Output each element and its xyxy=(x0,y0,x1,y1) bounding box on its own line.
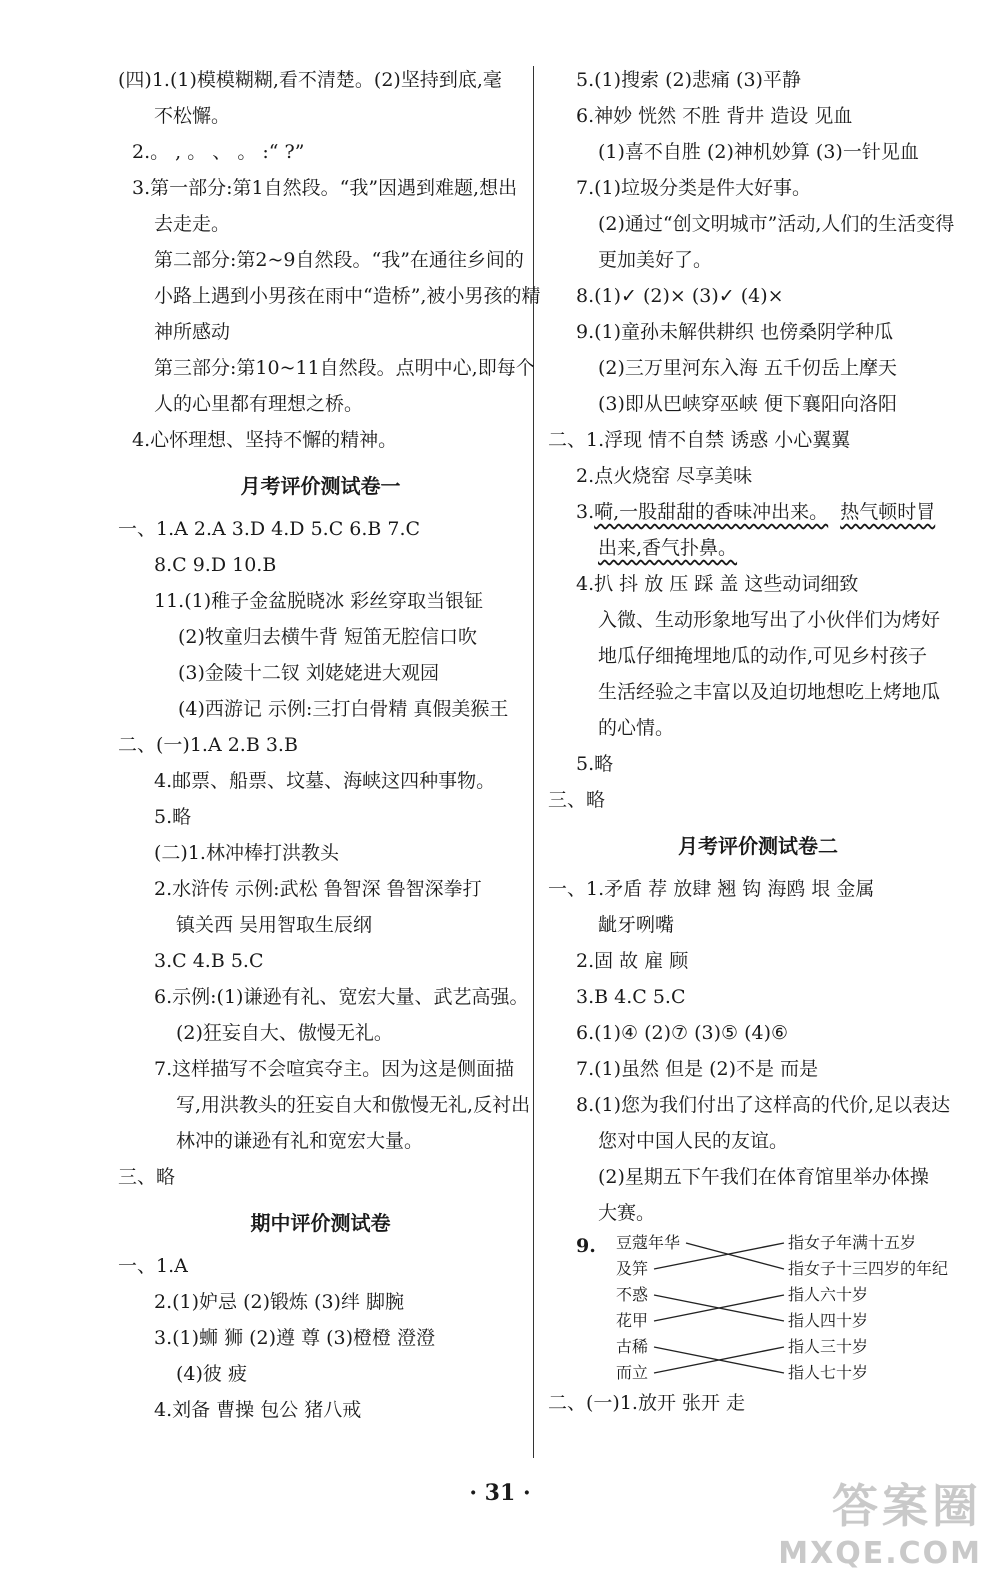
match-term: 豆蔻年华 xyxy=(616,1233,681,1252)
answer-line: 7.这样描写不会喧宾夺主。因为这是侧面描 xyxy=(154,1058,515,1080)
answer-line: 2.固 故 雇 顾 xyxy=(576,950,689,972)
answer-line: (2)通过“创文明城市”活动,人们的生活变得 xyxy=(598,213,955,235)
answer-line: 6.神妙 恍然 不胜 背井 造设 见血 xyxy=(576,105,853,127)
answer-line: 2.点火烧窑 尽享美味 xyxy=(576,465,753,487)
answer-line: (2)牧童归去横牛背 短笛无腔信口吹 xyxy=(178,626,477,648)
match-term: 而立 xyxy=(616,1363,649,1382)
answer-line: (2)狂妄自大、傲慢无礼。 xyxy=(176,1022,393,1044)
answer-line: 3.第一部分:第1自然段。“我”因遇到难题,想出 xyxy=(132,177,518,199)
answer-line: 7.(1)虽然 但是 (2)不是 而是 xyxy=(576,1058,819,1080)
answer-line: 4.邮票、船票、坟墓、海峡这四种事物。 xyxy=(154,770,496,792)
answer-line: 5.(1)搜索 (2)悲痛 (3)平静 xyxy=(576,69,801,91)
column-divider xyxy=(533,66,534,1458)
answer-line: 6.示例:(1)谦逊有礼、宽宏大量、武艺高强。 xyxy=(154,986,529,1008)
answer-line: 7.(1)垃圾分类是件大好事。 xyxy=(576,177,812,199)
answer-line: 三、略 xyxy=(118,1166,176,1188)
answer-line: 您对中国人民的友谊。 xyxy=(598,1130,789,1152)
question-number: 3. xyxy=(576,501,595,523)
answer-line: 4.扒 抖 放 压 踩 盖 这些动词细致 xyxy=(576,573,859,595)
answer-line: 3.B 4.C 5.C xyxy=(576,986,686,1008)
answer-line: 第三部分:第10~11自然段。点明中心,即每个 xyxy=(154,357,535,379)
answer-line: 二、1.浮现 情不自禁 诱惑 小心翼翼 xyxy=(548,429,851,451)
left-column xyxy=(118,62,541,1428)
match-term: 及笄 xyxy=(616,1259,649,1278)
match-definition: 指女子年满十五岁 xyxy=(788,1233,917,1252)
underlined-answer: 嗬,一股甜甜的香味冲出来。 xyxy=(594,501,829,523)
answer-line: 一、1.矛盾 荐 放肆 翘 钩 海鸥 垠 金属 xyxy=(548,878,875,900)
answer-line: 二、(一)1.放开 张开 走 xyxy=(548,1392,746,1414)
answer-line: 龇牙咧嘴 xyxy=(598,914,675,936)
answer-line: 2.。 , 。 、 。 :“ ?” xyxy=(132,141,305,163)
answer-line: 11.(1)稚子金盆脱晓冰 彩丝穿取当银钲 xyxy=(154,590,484,612)
answer-line: 一、1.A xyxy=(118,1255,188,1277)
answer-line: (1)喜不自胜 (2)神机妙算 (3)一针见血 xyxy=(598,141,919,163)
answer-line: 的心情。 xyxy=(598,717,675,739)
answer-line: 4.心怀理想、坚持不懈的精神。 xyxy=(132,429,398,451)
match-definition: 指女子十三四岁的年纪 xyxy=(788,1259,949,1278)
answer-line: (3)即从巴峡穿巫峡 便下襄阳向洛阳 xyxy=(598,393,897,415)
match-term: 花甲 xyxy=(616,1311,649,1330)
matching-diagram xyxy=(548,1233,968,1383)
watermark-url: MXQE.COM xyxy=(778,1536,982,1571)
answer-line: 生活经验之丰富以及迫切地想吃上烤地瓜 xyxy=(598,681,941,703)
answer-line: (4)西游记 示例:三打白骨精 真假美猴王 xyxy=(178,698,509,720)
answer-line: 去走走。 xyxy=(154,213,231,235)
answer-line: 神所感动 xyxy=(154,321,231,343)
answer-line: 8.(1)您为我们付出了这样高的代价,足以表达 xyxy=(576,1094,951,1116)
answer-line xyxy=(548,494,968,530)
watermark-logo xyxy=(778,1470,982,1571)
underlined-answer: 出来,香气扑鼻。 xyxy=(598,537,738,559)
section-title: 期中评价测试卷 xyxy=(250,1211,391,1235)
answer-line: 一、1.A 2.A 3.D 4.D 5.C 6.B 7.C xyxy=(118,518,421,540)
answer-line: 8.C 9.D 10.B xyxy=(154,554,277,576)
answer-line: 3.(1)蛳 狮 (2)遵 尊 (3)橙橙 澄澄 xyxy=(154,1327,436,1349)
answer-line: 5.略 xyxy=(576,753,614,775)
answer-line: (2)星期五下午我们在体育馆里举办体操 xyxy=(598,1166,929,1188)
section-title: 月考评价测试卷一 xyxy=(240,474,401,498)
answer-line xyxy=(548,530,968,566)
answer-line: (3)金陵十二钗 刘姥姥进大观园 xyxy=(178,662,439,684)
answer-line: 大赛。 xyxy=(598,1202,656,1224)
match-term: 古稀 xyxy=(616,1337,649,1356)
match-definition: 指人六十岁 xyxy=(788,1285,869,1304)
matching-lines xyxy=(548,1233,968,1383)
answer-line: 二、(一)1.A 2.B 3.B xyxy=(118,734,298,756)
answer-line: 人的心里都有理想之桥。 xyxy=(154,393,364,415)
question-number: 9. xyxy=(576,1235,596,1257)
match-definition: 指人四十岁 xyxy=(788,1311,869,1330)
right-column xyxy=(548,62,968,1421)
answer-line: (4)彼 疲 xyxy=(176,1363,247,1385)
underlined-answer: 热气顿时冒 xyxy=(840,501,936,523)
page-number: · 31 · xyxy=(469,1480,531,1506)
answer-line: (2)三万里河东入海 五千仞岳上摩天 xyxy=(598,357,897,379)
answer-line: 9.(1)童孙未解供耕织 也傍桑阴学种瓜 xyxy=(576,321,894,343)
answer-line: 镇关西 吴用智取生辰纲 xyxy=(176,914,373,936)
answer-line: 林冲的谦逊有礼和宽宏大量。 xyxy=(176,1130,424,1152)
answer-line: 5.略 xyxy=(154,806,192,828)
answer-line: 小路上遇到小男孩在雨中“造桥”,被小男孩的精 xyxy=(154,285,541,307)
answer-line: 8.(1)✓ (2)× (3)✓ (4)× xyxy=(576,285,784,307)
answer-line: 6.(1)④ (2)⑦ (3)⑤ (4)⑥ xyxy=(576,1022,789,1044)
answer-line: 2.水浒传 示例:武松 鲁智深 鲁智深拳打 xyxy=(154,878,482,900)
section-title: 月考评价测试卷二 xyxy=(678,834,838,858)
answer-line: 地瓜仔细掩埋地瓜的动作,可见乡村孩子 xyxy=(598,645,928,667)
answer-line: 4.刘备 曹操 包公 猪八戒 xyxy=(154,1399,362,1421)
answer-line: 更加美好了。 xyxy=(598,249,713,271)
answer-line: 3.C 4.B 5.C xyxy=(154,950,264,972)
answer-line: 2.(1)妒忌 (2)锻炼 (3)绊 脚腕 xyxy=(154,1291,404,1313)
match-definition: 指人七十岁 xyxy=(788,1363,869,1382)
answer-line: (二)1.林冲棒打洪教头 xyxy=(154,842,339,864)
watermark-text: 答案圈 xyxy=(832,1479,982,1533)
answer-line: 不松懈。 xyxy=(154,105,231,127)
answer-line: 入微、生动形象地写出了小伙伴们为烤好 xyxy=(598,609,941,631)
answer-line: 写,用洪教头的狂妄自大和傲慢无礼,反衬出 xyxy=(176,1094,531,1116)
answer-line: 第二部分:第2~9自然段。“我”在通往乡间的 xyxy=(154,249,524,271)
match-definition: 指人三十岁 xyxy=(788,1337,869,1356)
match-term: 不惑 xyxy=(616,1285,649,1304)
match-line xyxy=(686,1243,784,1269)
answer-line: (四)1.(1)模模糊糊,看不清楚。(2)坚持到底,毫 xyxy=(118,69,502,91)
answer-line: 三、略 xyxy=(548,789,606,811)
